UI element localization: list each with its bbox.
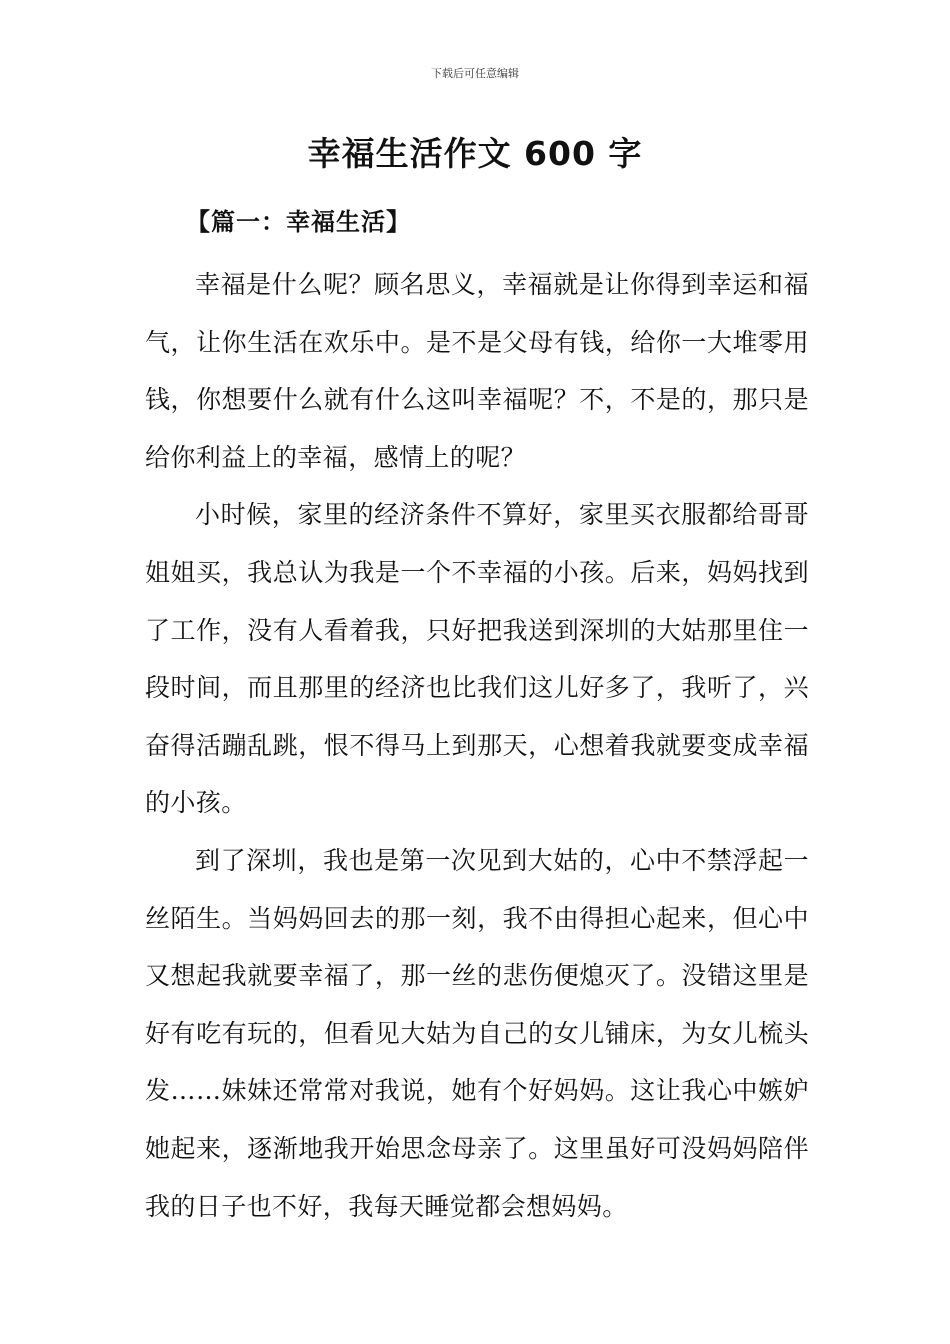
page-title: 幸福生活作文 600 字	[307, 134, 643, 173]
paragraph: 幸福是什么呢？顾名思义，幸福就是让你得到幸运和福气，让你生活在欢乐中。是不是父母有钱，给你一大堆零用钱，你想要什么就有什么这叫幸福呢？不，不是的，那只是给你利益上的幸福，感情上的呢？	[145, 270, 809, 472]
section-heading: 【篇一：幸福生活】	[186, 207, 411, 236]
header-note: 下载后可任意编辑	[431, 67, 519, 80]
paragraph: 小时候，家里的经济条件不算好，家里买衣服都给哥哥姐姐买，我总认为我是一个不幸福的小孩。后来，妈妈找到了工作，没有人看着我，只好把我送到深圳的大姑那里住一段时间，而且那里的经济也比我们这儿好多了，我听了，兴奋得活蹦乱跳，恨不得马上到那天，心想着我就要变成幸福的小孩。	[145, 500, 809, 818]
essay-body	[145, 256, 809, 1235]
paragraph: 到了深圳，我也是第一次见到大姑的，心中不禁浮起一丝陌生。当妈妈回去的那一刻，我不由得担心起来，但心中又想起我就要幸福了，那一丝的悲伤便熄灭了。没错这里是好有吃有玩的，但看见大姑为自己的女儿铺床，为女儿梳头发……妹妹还常常对我说，她有个好妈妈。这让我心中嫉妒她起来，逐渐地我开始思念母亲了。这里虽好可没妈妈陪伴我的日子也不好，我每天睡觉都会想妈妈。	[145, 845, 809, 1221]
